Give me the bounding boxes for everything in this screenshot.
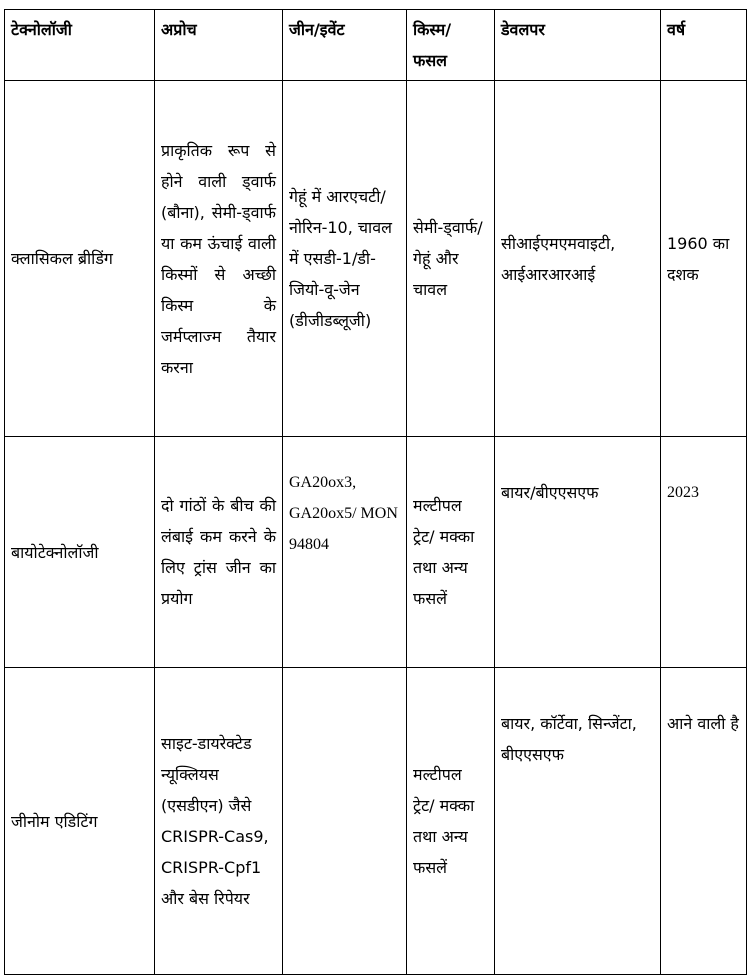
cell-year: 2023 (661, 437, 747, 668)
cell-approach: प्राकृतिक रूप से होने वाली ड्वार्फ (बौना), सेमी-ड्वार्फ या कम ऊंचाई वाली किस्मों से अच्छी किस्म के जर्मप्लाज्म तैयार करना (155, 81, 283, 437)
cell-gene-event: GA20ox3, GA20ox5/ MON 94804 (283, 437, 407, 668)
header-technology: टेक्नोलॉजी (5, 10, 155, 81)
cell-developer: बायर/बीएएसएफ (495, 437, 661, 668)
cell-technology: क्लासिकल ब्रीडिंग (5, 81, 155, 437)
cell-variety-crop: मल्टीपल ट्रेट/ मक्का तथा अन्य फसलें (407, 437, 495, 668)
cell-year: 1960 का दशक (661, 81, 747, 437)
table-header-row (5, 10, 747, 81)
cell-approach: साइट-डायरेक्टेड न्यूक्लियस (एसडीएन) जैसे CRISPR-Cas9, CRISPR-Cpf1 और बेस रिपेयर (155, 668, 283, 975)
header-developer: डेवलपर (495, 10, 661, 81)
cell-variety-crop: सेमी-ड्वार्फ/ गेहूं और चावल (407, 81, 495, 437)
table-row (5, 668, 747, 975)
cell-gene-event (283, 668, 407, 975)
table-row (5, 437, 747, 668)
header-gene-event: जीन/इवेंट (283, 10, 407, 81)
header-year: वर्ष (661, 10, 747, 81)
header-approach: अप्रोच (155, 10, 283, 81)
cell-variety-crop: मल्टीपल ट्रेट/ मक्का तथा अन्य फसलें (407, 668, 495, 975)
cell-approach: दो गांठों के बीच की लंबाई कम करने के लिए ट्रांस जीन का प्रयोग (155, 437, 283, 668)
cell-year: आने वाली है (661, 668, 747, 975)
cell-developer: बायर, कॉर्टेवा, सिन्जेंटा, बीएएसएफ (495, 668, 661, 975)
cell-gene-event: गेहूं में आरएचटी/नोरिन-10, चावल में एसडी-1/डी-जियो-वू-जेन (डीजीडब्लूजी) (283, 81, 407, 437)
table-row (5, 81, 747, 437)
header-variety-crop: किस्म/ फसल (407, 10, 495, 81)
cell-technology: बायोटेक्नोलॉजी (5, 437, 155, 668)
cell-technology: जीनोम एडिटिंग (5, 668, 155, 975)
technology-comparison-table (4, 9, 747, 975)
cell-developer: सीआईएमएमवाइटी, आईआरआरआई (495, 81, 661, 437)
